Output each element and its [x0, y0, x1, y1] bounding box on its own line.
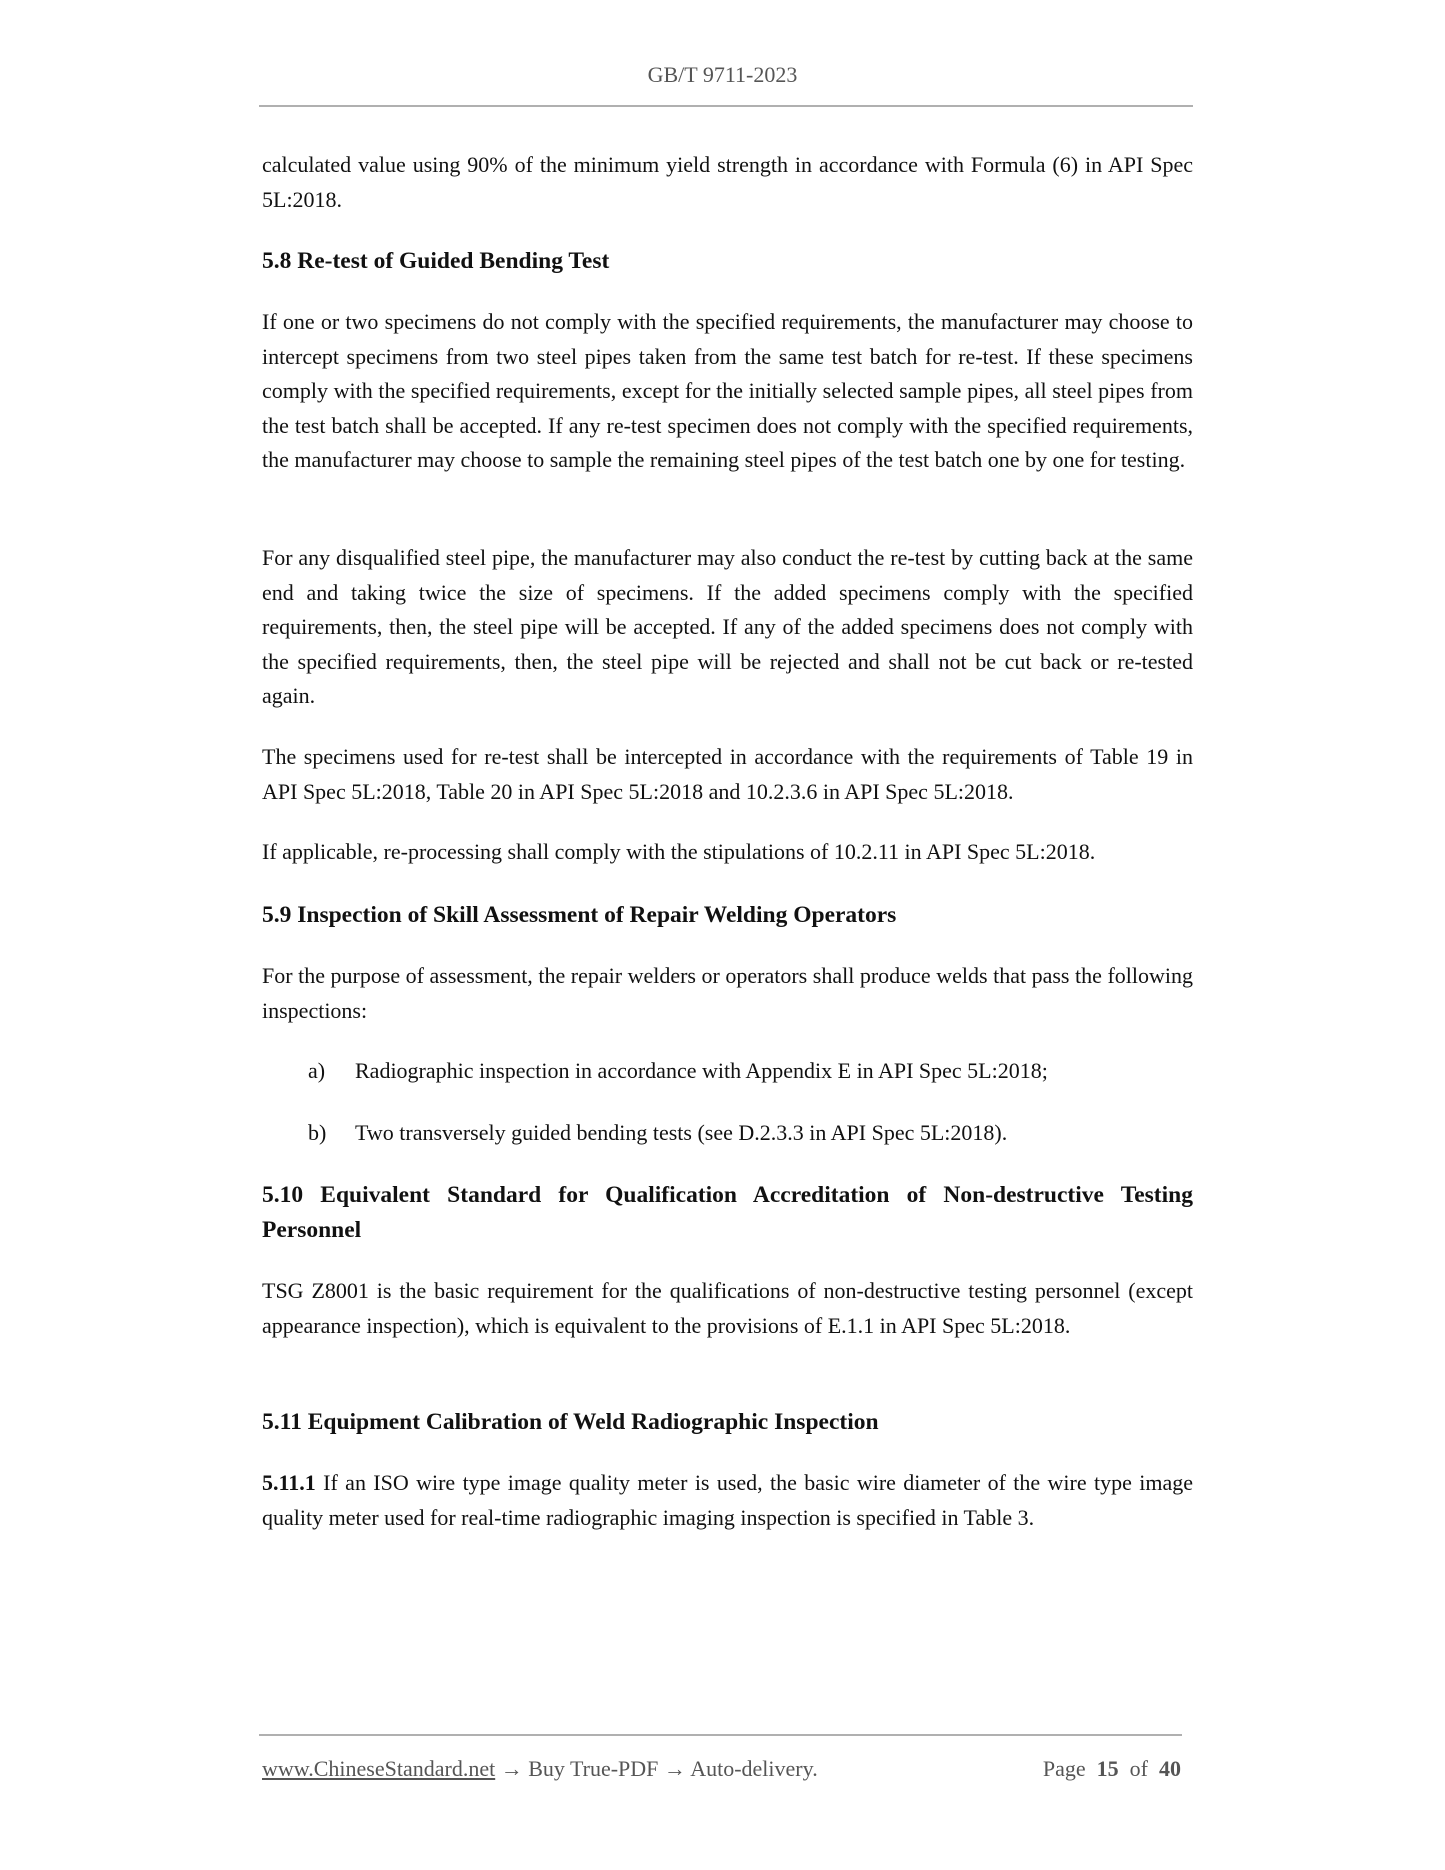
heading-5-10: 5.10 Equivalent Standard for Qualification Accreditation of Non-destructive Testing Personnel — [262, 1182, 1193, 1243]
paragraph-5-11-1 — [262, 1466, 1193, 1535]
page-number: 15 — [1096, 1756, 1119, 1781]
list-item-text: Radiographic inspection in accordance with Appendix E in API Spec 5L:2018; — [355, 1058, 1048, 1083]
page-indicator — [1043, 1754, 1181, 1784]
paragraph-5-8-3: The specimens used for re-test shall be intercepted in accordance with the requirements of Table 19 in API Spec 5L:2018, Table 20 in API Spec 5L:2018 and 10.2.3.6 in API Spec 5L:2018. — [262, 744, 1193, 804]
page-total: 40 — [1159, 1756, 1181, 1781]
heading-5-8: 5.8 Re-test of Guided Bending Test — [262, 248, 610, 274]
footer-promo — [262, 1754, 818, 1784]
paragraph-5-9: For the purpose of assessment, the repair welders or operators shall produce welds that pass the following inspections: — [262, 963, 1193, 1023]
heading-5-9: 5.9 Inspection of Skill Assessment of Repair Welding Operators — [262, 902, 897, 928]
paragraph-intro: calculated value using 90% of the minimum yield strength in accordance with Formula (6) in API Spec 5L:2018. — [262, 152, 1193, 212]
paragraph-5-8-1: If one or two specimens do not comply with the specified requirements, the manufacturer may choose to intercept specimens from two steel pipes taken from the same test batch for re-test. If these specimens comply with the specified requirements, except for the initially selected sample pipes, all steel pipes from the test batch shall be accepted. If any re-test specimen does not comply with the specified requirements, the manufacturer may choose to sample the remaining steel pipes of the test batch one by one for testing. — [262, 309, 1193, 473]
of-label: of — [1129, 1756, 1148, 1781]
paragraph-5-10: TSG Z8001 is the basic requirement for the qualifications of non-destructive testing personnel (except appearance inspection), which is equivalent to the provisions of E.1.1 in API Spec 5L:2018. — [262, 1278, 1193, 1338]
clause-text: If an ISO wire type image quality meter is used, the basic wire diameter of the wire type image quality meter used for real-time radiographic imaging inspection is specified in Table 3. — [262, 1470, 1193, 1530]
document-id-header: GB/T 9711-2023 — [647, 62, 798, 87]
clause-number: 5.11.1 — [262, 1470, 316, 1495]
buy-pdf-text: Buy True-PDF — [528, 1756, 659, 1781]
list-item-text: Two transversely guided bending tests (see D.2.3.3 in API Spec 5L:2018). — [355, 1120, 1008, 1145]
page-label: Page — [1042, 1756, 1086, 1781]
header-divider — [259, 105, 1193, 107]
website-link[interactable]: www.ChineseStandard.net — [262, 1756, 496, 1781]
heading-5-11: 5.11 Equipment Calibration of Weld Radiographic Inspection — [262, 1409, 879, 1435]
footer-divider — [259, 1734, 1182, 1736]
paragraph-5-8-4: If applicable, re-processing shall comply with the stipulations of 10.2.11 in API Spec 5L:2018. — [262, 839, 1096, 864]
paragraph-5-8-2: For any disqualified steel pipe, the manufacturer may also conduct the re-test by cutting back at the same end and taking twice the size of specimens. If the added specimens comply with the specified requirements, then, the steel pipe will be accepted. If any of the added specimens does not comply with the specified requirements, then, the steel pipe will be rejected and shall not be cut back or re-tested again. — [262, 545, 1193, 709]
arrow-right-icon: → — [663, 1756, 686, 1781]
list-item-label: b) — [308, 1120, 327, 1145]
arrow-right-icon: → — [500, 1756, 523, 1781]
auto-delivery-text: Auto-delivery. — [690, 1756, 818, 1781]
list-item-label: a) — [308, 1058, 326, 1083]
